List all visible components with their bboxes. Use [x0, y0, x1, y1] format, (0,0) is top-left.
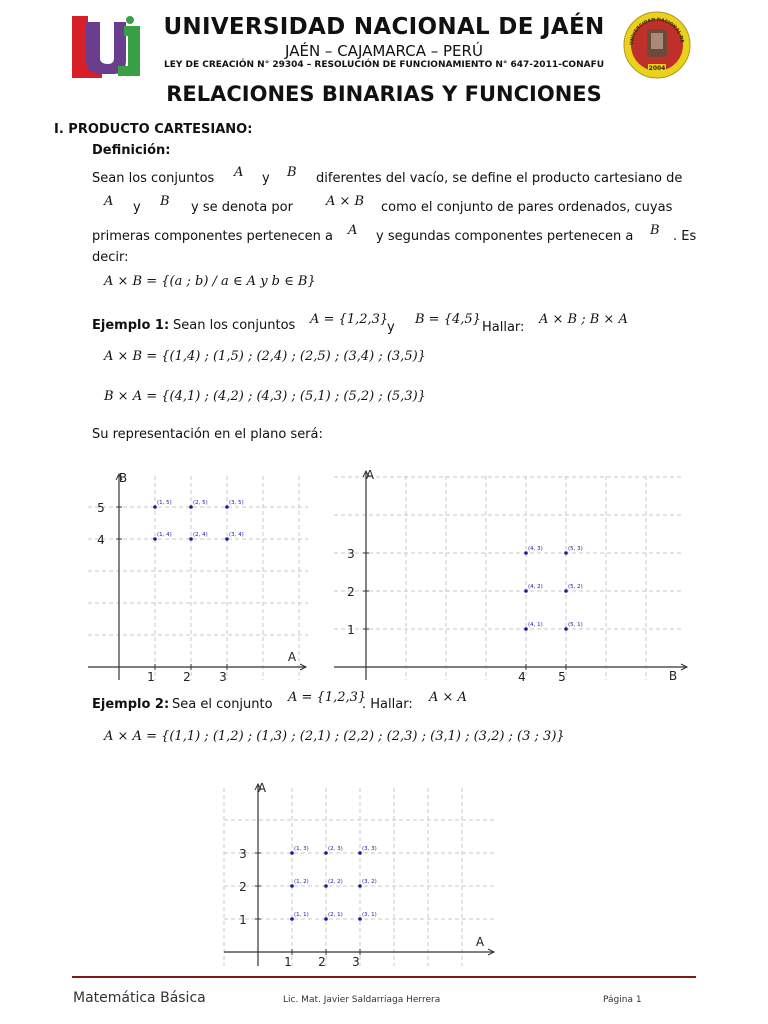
x-tick-label: 1 [284, 955, 292, 969]
x-axis-label: B [668, 669, 678, 683]
conjunction-y: y [387, 320, 395, 335]
def-line2-start: y se denota por [191, 200, 293, 215]
x-axis-label: A [475, 935, 485, 949]
data-point-label: (2, 1) [328, 912, 343, 918]
y-tick-label: 2 [239, 880, 247, 894]
data-point-label: (1, 1) [294, 912, 309, 918]
example1-target: A × B ; B × A [539, 312, 628, 327]
x-tick-label: 1 [147, 670, 155, 684]
footer-course: Matemática Básica [73, 990, 206, 1006]
data-point-label: (2, 3) [328, 846, 343, 852]
chart-AxB [86, 466, 314, 686]
example2-target: A × A [429, 690, 467, 705]
university-name: UNIVERSIDAD NACIONAL DE JAÉN [163, 14, 605, 40]
y-tick-label: 2 [347, 585, 355, 599]
AxA-formula: A × A = {(1,1) ; (1,2) ; (1,3) ; (2,1) ; (2,2) ; (2,3) ; (3,1) ; (3,2) ; (3 ; 3)} [104, 729, 565, 744]
x-tick-label: 3 [219, 670, 227, 684]
y-tick-label: 1 [347, 623, 355, 637]
definition-label: Definición: [92, 143, 171, 158]
data-point-label: (3, 2) [362, 879, 377, 885]
creation-law: LEY DE CREACIÓN N° 29304 – RESOLUCIÓN DE FUNCIONAMIENTO N° 647-2011-CONAFU [163, 60, 605, 70]
def-line1-end: diferentes del vacío, se define el producto cartesiano de [316, 171, 683, 186]
hallar-label: . Hallar: [362, 697, 413, 712]
def-line2-end: como el conjunto de pares ordenados, cuyas [381, 200, 673, 215]
def-line3-end: . Es [673, 229, 697, 244]
data-point-label: (5, 3) [568, 546, 583, 552]
footer-author: Lic. Mat. Javier Saldarriaga Herrera [283, 995, 441, 1005]
data-point-label: (4, 1) [528, 622, 543, 628]
x-axis-label: A [287, 650, 297, 664]
y-tick-label: 3 [239, 847, 247, 861]
data-point-label: (4, 3) [528, 546, 543, 552]
symbol-A: A [348, 223, 358, 238]
set-A: A = {1,2,3} [310, 312, 389, 327]
symbol-B: B [650, 223, 660, 238]
data-point-label: (2, 5) [193, 500, 208, 506]
hallar-label: Hallar: [482, 320, 525, 335]
symbol-AxB: A × B [326, 194, 365, 209]
x-tick-label: 5 [558, 670, 566, 684]
data-point-label: (5, 1) [568, 622, 583, 628]
data-point-label: (1, 2) [294, 879, 309, 885]
symbol-B: B [160, 194, 170, 209]
x-tick-label: 4 [518, 670, 526, 684]
data-point-label: (2, 4) [193, 532, 208, 538]
y-tick-label: 3 [347, 547, 355, 561]
conjunction-y: y [262, 171, 270, 186]
x-tick-label: 2 [183, 670, 191, 684]
x-tick-label: 2 [318, 955, 326, 969]
symbol-B: B [287, 165, 297, 180]
y-tick-label: 4 [97, 533, 105, 547]
chart-AxA [222, 776, 502, 970]
footer-page: Página 1 [603, 995, 642, 1005]
page-title: RELACIONES BINARIAS Y FUNCIONES [166, 82, 602, 106]
data-point-label: (3, 1) [362, 912, 377, 918]
chart-BxA [332, 466, 692, 686]
y-tick-label: 1 [239, 913, 247, 927]
data-point-label: (4, 2) [528, 584, 543, 590]
x-tick-label: 3 [352, 955, 360, 969]
AxB-formula: A × B = {(1,4) ; (1,5) ; (2,4) ; (2,5) ; (3,4) ; (3,5)} [104, 349, 426, 364]
set-B: B = {4,5} [415, 312, 481, 327]
set-A: A = {1,2,3} [288, 690, 367, 705]
y-axis-label: A [257, 781, 267, 795]
conjunction-y: y [133, 200, 141, 215]
example2-text: Sea el conjunto [172, 697, 273, 712]
def-line3-mid: y segundas componentes pertenecen a [376, 229, 634, 244]
def-line4: decir: [92, 250, 129, 265]
data-point-label: (3, 3) [362, 846, 377, 852]
def-line3-start: primeras componentes pertenecen a [92, 229, 333, 244]
seal-year: 2004 [648, 65, 666, 72]
symbol-A: A [234, 165, 244, 180]
data-point-label: (5, 2) [568, 584, 583, 590]
data-point-label: (2, 2) [328, 879, 343, 885]
representation-text: Su representación en el plano será: [92, 427, 323, 442]
university-location: JAÉN – CAJAMARCA – PERÚ [285, 42, 483, 60]
def-line1-start: Sean los conjuntos [92, 171, 215, 186]
example1-text: Sean los conjuntos [173, 318, 296, 333]
definition-formula: A × B = {(a ; b) / a ∈ A y b ∈ B} [104, 274, 316, 289]
example1-label: Ejemplo 1: [92, 318, 170, 333]
university-seal [622, 9, 692, 81]
footer-divider [72, 976, 696, 978]
data-point-label: (1, 5) [157, 500, 172, 506]
data-point-label: (1, 4) [157, 532, 172, 538]
data-point-label: (3, 4) [229, 532, 244, 538]
seal-text: UNIVERSIDAD NACIONAL DE [629, 17, 684, 46]
example2-label: Ejemplo 2: [92, 697, 170, 712]
data-point-label: (1, 3) [294, 846, 309, 852]
symbol-A: A [104, 194, 114, 209]
data-point-label: (3, 5) [229, 500, 244, 506]
BxA-formula: B × A = {(4,1) ; (4,2) ; (4,3) ; (5,1) ; (5,2) ; (5,3)} [104, 389, 426, 404]
y-tick-label: 5 [97, 501, 105, 515]
y-axis-label: B [118, 471, 128, 485]
y-axis-label: A [365, 468, 375, 482]
section-heading: I. PRODUCTO CARTESIANO: [54, 122, 253, 137]
